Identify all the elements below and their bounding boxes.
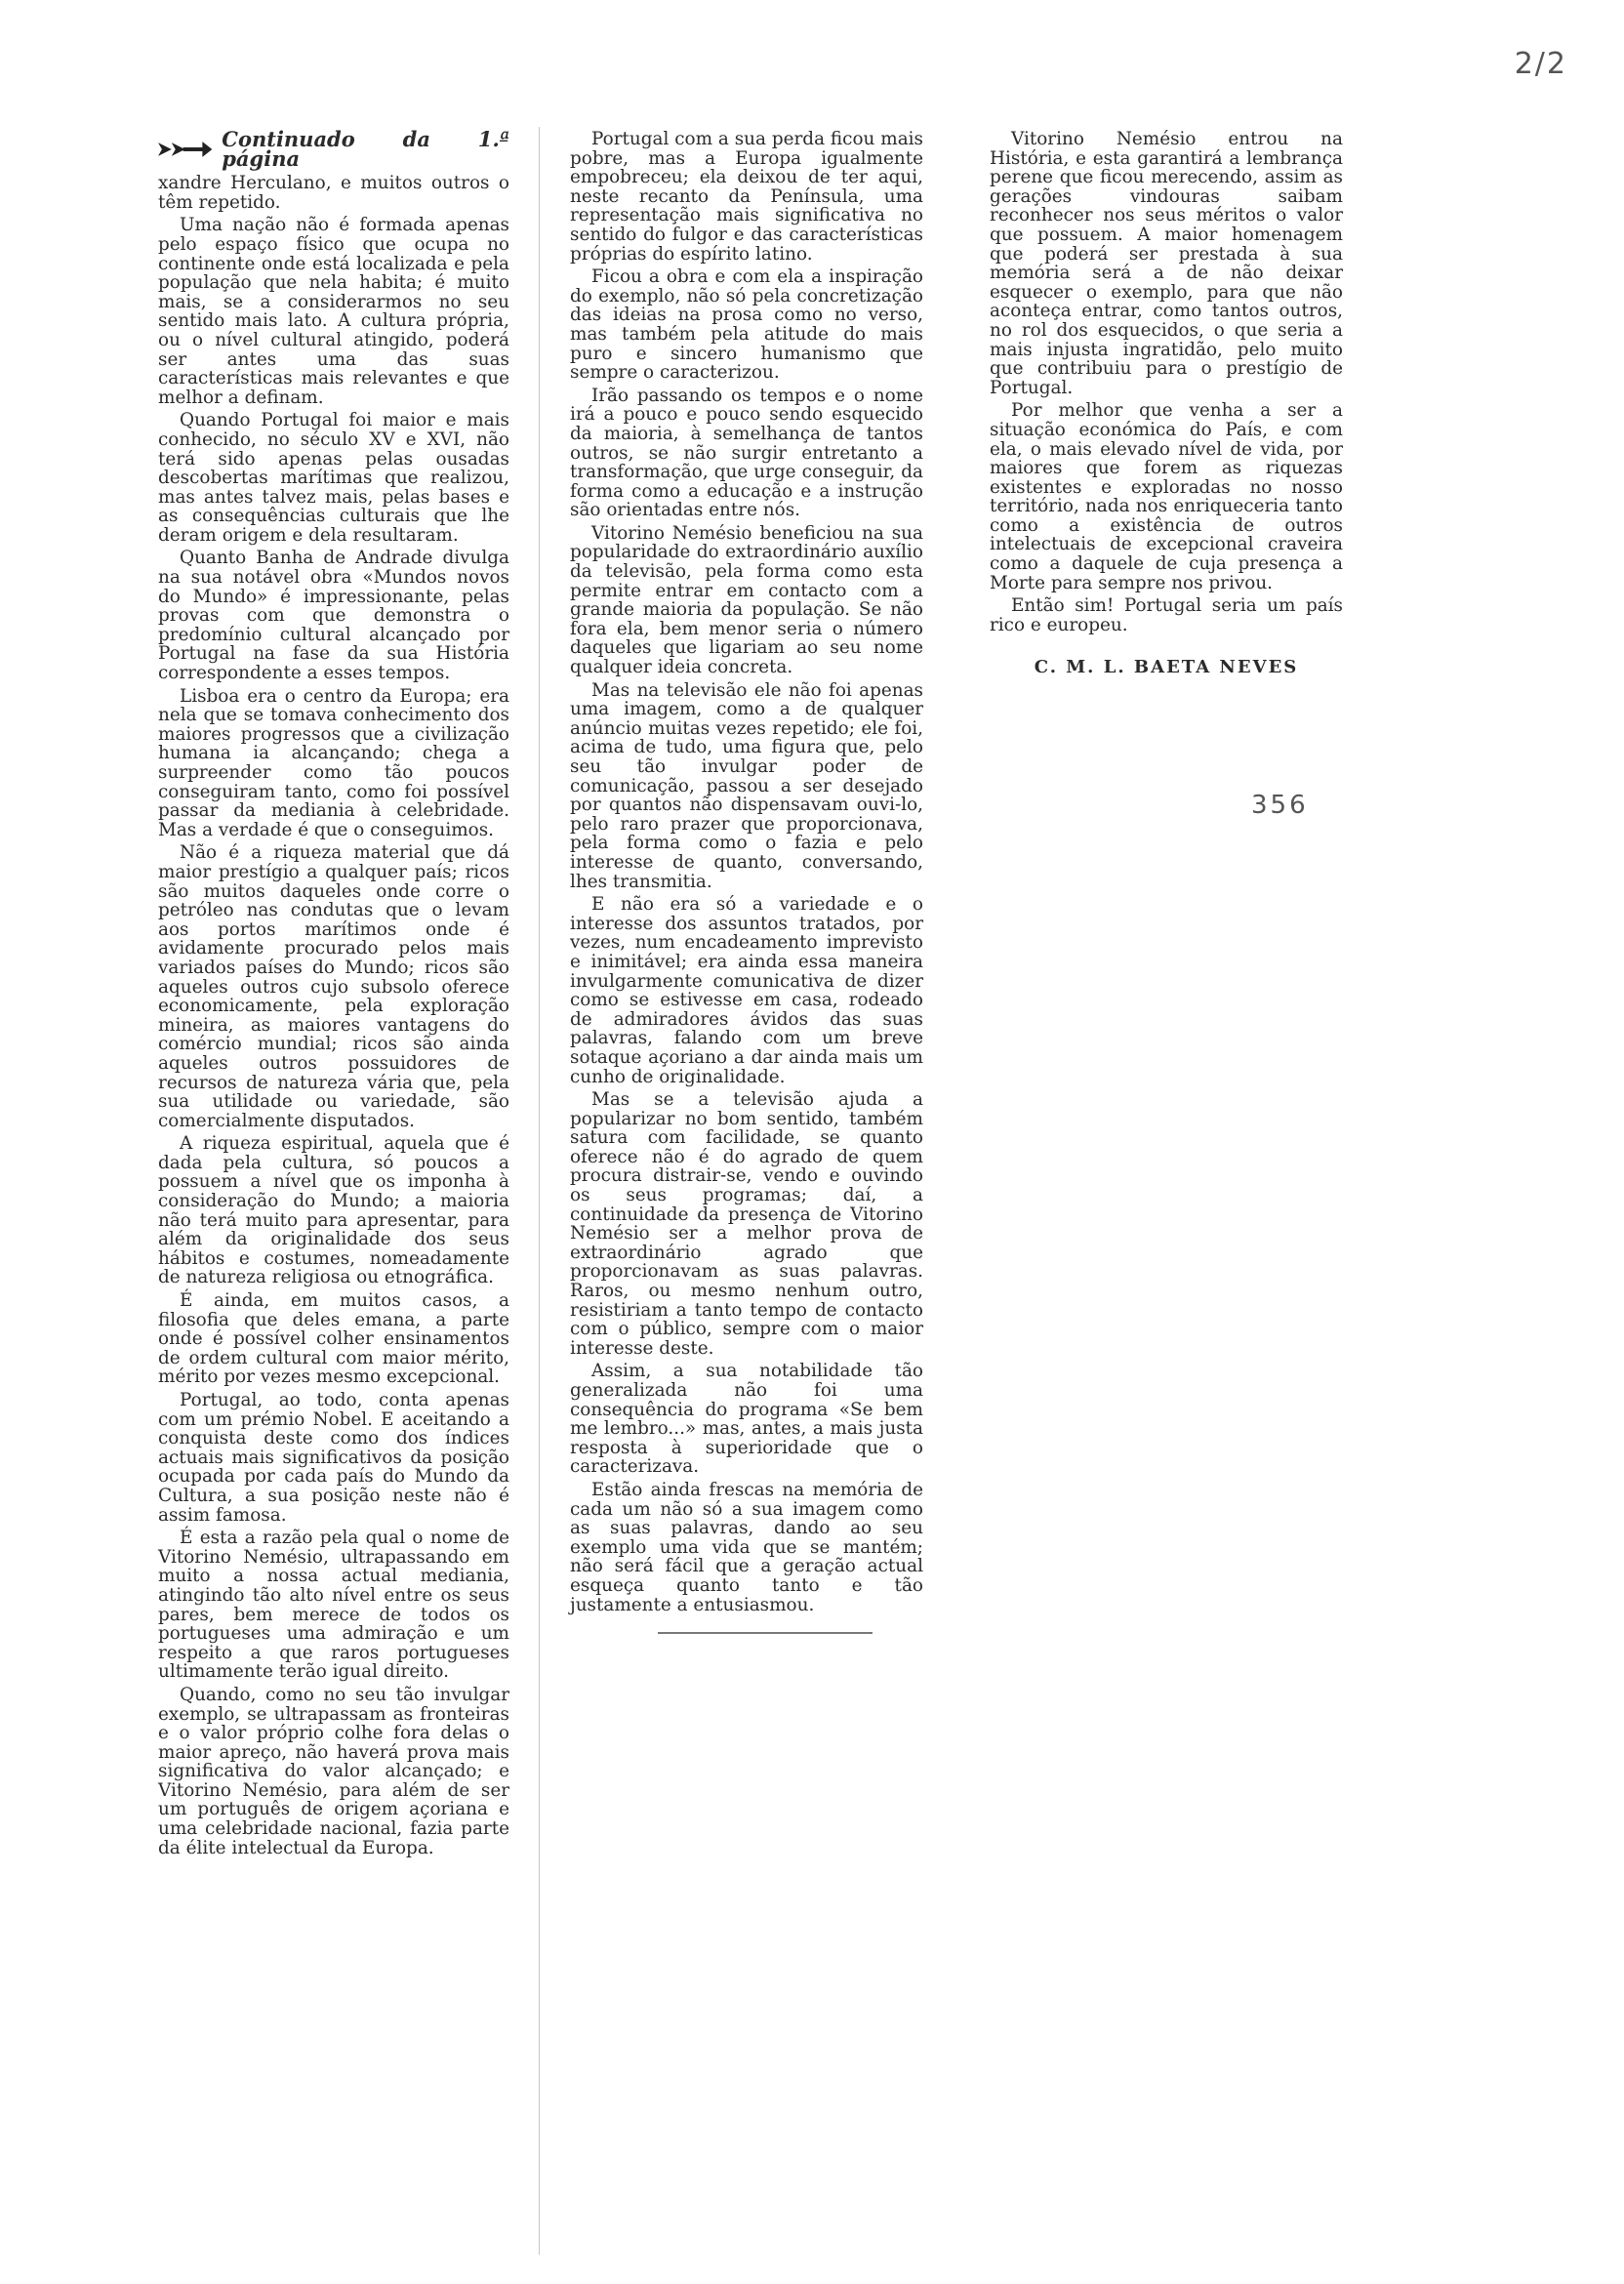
continued-heading xyxy=(158,127,509,171)
paragraph: Portugal com a sua perda ficou mais pobre, mas a Europa igualmente empobreceu; ela deixou de ter aqui, neste recanto da Península, uma representação mais significativa no sentido do fulgor e das características próprias do espírito latino. xyxy=(570,129,923,265)
paragraph: Não é a riqueza material que dá maior prestígio a qualquer país; ricos são muitos daqueles onde corre o petróleo nas condutas que o levam aos portos marítimos onde é avidamente procurado pelos mais variados países do Mundo; ricos são aqueles outros cujo subsolo oferece economicamente, pela exploração mineira, as maiores vantagens do comércio mundial; ricos são ainda aqueles outros possuidores de recursos de natureza vária que, pela sua utilidade ou variedade, são comercialmente disputados. xyxy=(158,842,509,1131)
double-arrow-icon xyxy=(158,141,212,158)
article-column-3 xyxy=(990,130,1343,677)
paragraph: xandre Herculano, e muitos outros o têm repetido. xyxy=(158,173,509,213)
paragraph: Quando, como no seu tão invulgar exemplo, se ultrapassam as fronteiras e o valor próprio colhe fora delas o maior apreço, não haverá prova mais significativa do valor alcançado; e Vitorino Nemésio, para além de ser um português de origem açoriana e uma celebridade nacional, fazia parte da élite intelectual da Europa. xyxy=(158,1684,509,1858)
paragraph: Assim, a sua notabilidade tão generalizada não foi uma consequência do programa «Se bem me lembro...» mas, antes, a mais justa resposta à superioridade que o caracterizava. xyxy=(570,1361,923,1478)
paragraph: Irão passando os tempos e o nome irá a pouco e pouco sendo esquecido da maioria, à semelhança de tantos outros, se não surgir entretanto a transformação, que urge conseguir, da forma como a educação e a instrução são orientadas entre nós. xyxy=(570,385,923,521)
paragraph: Por melhor que venha a ser a situação económica do País, e com ela, o mais elevado nível de vida, por maiores que forem as riquezas existentes e exploradas no nosso território, nada nos enriqueceria tanto como a existência de outros intelectuais de excepcional craveira como a daquele de cuja presença a Morte para sempre nos privou. xyxy=(990,400,1343,593)
author-byline: C. M. L. BAETA NEVES xyxy=(1034,657,1299,678)
paragraph: Quanto Banha de Andrade divulga na sua notável obra «Mundos novos do Mundo» é impressionante, pelas provas com que demonstra o predomínio cultural alcançado por Portugal na fase da sua História correspondente a esses tempos. xyxy=(158,548,509,684)
paragraph: É ainda, em muitos casos, a filosofia que deles emana, a parte onde é possível colher ensinamentos de ordem cultural com maior mérito, mérito por vezes mesmo excepcional. xyxy=(158,1290,509,1388)
paragraph: Quando Portugal foi maior e mais conhecido, no século XV e XVI, não terá sido apenas pelas ousadas descobertas marítimas que realizou, mas antes talvez mais, pelas bases e as consequências culturais que lhe deram origem e dela resultaram. xyxy=(158,410,509,546)
paragraph: Vitorino Nemésio beneficiou na sua popularidade do extraordinário auxílio da televisão, pela forma como esta permite entrar em contacto com a grande maioria da população. Se não fora ela, bem menor seria o número daqueles que ligariam ao seu nome qualquer ideia concreta. xyxy=(570,522,923,678)
paragraph: Lisboa era o centro da Europa; era nela que se tomava conhecimento dos maiores progressos que a civilização humana ia alcançando; chega a surpreender como tão poucos conseguiram tanto, como foi possível passar da mediania à celebridade. Mas a verdade é que o conseguimos. xyxy=(158,685,509,840)
paragraph: Mas se a televisão ajuda a popularizar no bom sentido, também satura com facilidade, se quanto oferece não é do agrado de quem procura distrair-se, vendo e ouvindo os seus programas; daí, a continuidade da presença de Vitorino Nemésio ser a melhor prova de extraordinário agrado que proporcionavam as suas palavras. Raros, ou mesmo nenhum outro, resistiriam a tanto tempo de contacto com o público, sempre com o maior interesse deste. xyxy=(570,1089,923,1359)
paragraph: É esta a razão pela qual o nome de Vitorino Nemésio, ultrapassando em muito a nossa actual mediania, atingindo tão alto nível entre os seus pares, bem merece de todos os portugueses uma admiração e um respeito a que raros portugueses ultimamente terão igual direito. xyxy=(158,1528,509,1683)
paragraph: Ficou a obra e com ela a inspiração do exemplo, não só pela concretização das ideias na prosa como no verso, mas também pela atitude do mais puro e sincero humanismo que sempre o caracterizou. xyxy=(570,266,923,384)
continued-label: Continuado da 1.ª página xyxy=(222,127,509,171)
paragraph: Uma nação não é formada apenas pelo espaço físico que ocupa no continente onde está localizada e pela população que nela habita; é muito mais, se a considerarmos no seu sentido mais lato. A cultura própria, ou o nível cultural atingido, poderá ser antes uma das suas características mais relevantes e que melhor a definam. xyxy=(158,215,509,408)
paragraph: Vitorino Nemésio entrou na História, e esta garantirá a lembrança perene que ficou merecendo, assim as gerações vindouras saibam reconhecer nos seus méritos o valor que possuem. A maior homenagem que poderá ser prestada à sua memória será a de não deixar esquecer o exemplo, para que não aconteça entrar, como tantos outros, no rol dos esquecidos, o que seria a mais injusta ingratidão, pelo muito que contribuiu para o prestígio de Portugal. xyxy=(990,129,1343,398)
article-column-2 xyxy=(570,130,923,1634)
paragraph: Mas na televisão ele não foi apenas uma imagem, como a de qualquer anúncio muitas vezes repetido; ele foi, acima de tudo, uma figura que, pelo seu tão invulgar poder de comunicação, passou a ser desejado por quantos não dispensavam ouvi-lo, pelo raro prazer que proporcionava, pela forma como o fazia e pelo interesse de quanto, conversando, lhes transmitia. xyxy=(570,679,923,892)
paragraph: E não era só a variedade e o interesse dos assuntos tratados, por vezes, num encadeamento imprevisto e inimitável; era ainda essa maneira invulgarmente comunicativa de dizer como se estivesse em casa, rodeado de admiradores ávidos das suas palavras, falando com um breve sotaque açoriano a dar ainda mais um cunho de originalidade. xyxy=(570,894,923,1087)
paragraph: Então sim! Portugal seria um país rico e europeu. xyxy=(990,595,1343,635)
article-column-1 xyxy=(158,127,509,1861)
paragraph: Estão ainda frescas na memória de cada um não só a sua imagem como as suas palavras, dando ao seu exemplo uma vida que se mantém; não será fácil que a geração actual esqueça quanto tanto e tão justamente a entusiasmou. xyxy=(570,1479,923,1615)
paragraph: Portugal, ao todo, conta apenas com um prémio Nobel. E aceitando a conquista deste como dos índices actuais mais significativos da posição ocupada por cada país do Mundo da Cultura, a sua posição neste não é assim famosa. xyxy=(158,1390,509,1526)
paragraph: A riqueza espiritual, aquela que é dada pela cultura, só poucos a possuem a nível que os imponha à consideração do Mundo; a maioria não terá muito para apresentar, para além da originalidade dos seus hábitos e costumes, nomeadamente de natureza religiosa ou etnográfica. xyxy=(158,1133,509,1288)
end-rule xyxy=(658,1632,873,1634)
column-divider xyxy=(539,127,540,2255)
page-number: 2/2 xyxy=(1514,47,1567,81)
archive-number: 356 xyxy=(1251,791,1309,820)
